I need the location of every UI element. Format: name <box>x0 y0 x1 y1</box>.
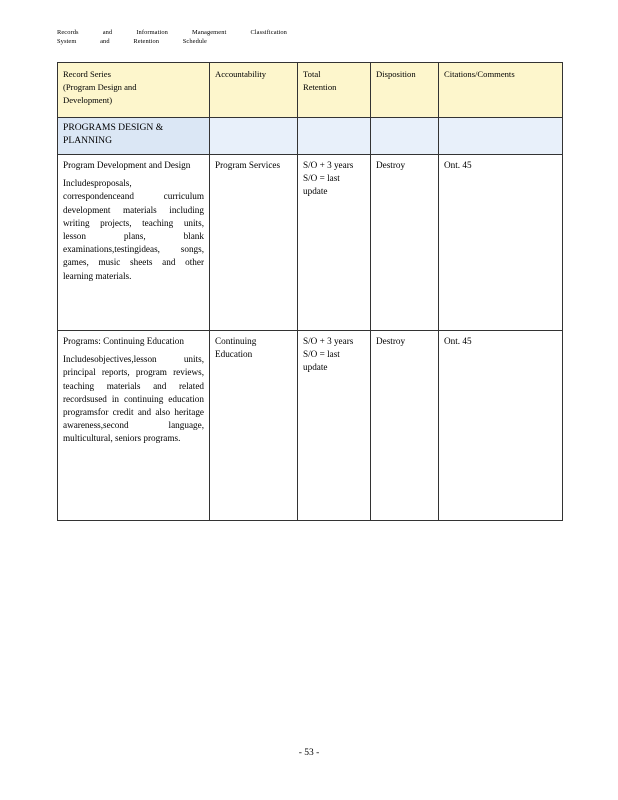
retention-line-2: S/O = last update <box>303 173 340 197</box>
column-header-line: (Program Design and <box>63 82 137 92</box>
section-heading-programs-design-planning <box>58 118 210 155</box>
header-word: Information <box>136 29 168 36</box>
disposition-cell: Destroy <box>371 331 439 521</box>
header-word: Classification <box>250 29 287 36</box>
section-heading-row <box>58 118 563 155</box>
table-row <box>58 155 563 331</box>
column-header-line: Development) <box>63 95 113 105</box>
column-header-citations-comments: Citations/Comments <box>439 63 563 118</box>
record-description: Includesobjectives,lesson units, principal reports, program reviews, teaching materials and related recordsused in continuing education programsfor credit and also heritage awareness,second language, multicultural, seniors programs. <box>63 354 204 444</box>
accountability-value: Program Services <box>215 160 281 170</box>
page-number: - 53 - <box>298 748 320 758</box>
header-word: System <box>57 38 77 45</box>
column-header-disposition: Disposition <box>371 63 439 118</box>
header-word: Records <box>57 29 79 36</box>
accountability-cell <box>210 155 298 331</box>
column-header-total-retention <box>298 63 371 118</box>
column-header-accountability: Accountability <box>210 63 298 118</box>
total-retention-cell <box>298 155 371 331</box>
column-header-line: Record Series <box>63 69 111 79</box>
section-heading-line: PLANNING <box>63 134 113 146</box>
document-header <box>57 28 287 46</box>
record-description: Includesproposals, correspondenceand curriculum development materials including writing projects, teaching units, lesson plans, blank examinations,testingideas, songs, games, music sheets and other learning materials. <box>63 178 204 281</box>
column-header-line: Total <box>303 69 321 79</box>
column-header-record-series <box>58 63 210 118</box>
column-header-line: Retention <box>303 82 337 92</box>
accountability-value: Continuing Education <box>215 336 257 360</box>
header-word: Management <box>192 29 227 36</box>
retention-line-1: S/O + 3 years <box>303 336 354 346</box>
section-cell-accountability <box>210 118 298 155</box>
table-row <box>58 331 563 521</box>
table-header-row <box>58 63 563 118</box>
section-heading-line: PROGRAMS DESIGN & <box>63 122 164 133</box>
disposition-cell: Destroy <box>371 155 439 331</box>
record-title: Program Development and Design <box>63 160 191 170</box>
retention-line-2: S/O = last update <box>303 349 340 373</box>
header-word: Schedule <box>182 38 207 45</box>
section-cell-retention <box>298 118 371 155</box>
citations-cell: Ont. 45 <box>439 155 563 331</box>
section-cell-citations <box>439 118 563 155</box>
record-series-cell <box>58 155 210 331</box>
citations-cell: Ont. 45 <box>439 331 563 521</box>
document-header-line-2 <box>57 37 207 46</box>
accountability-cell <box>210 331 298 521</box>
header-word: and <box>100 38 110 45</box>
header-word: Retention <box>133 38 160 45</box>
record-series-cell <box>58 331 210 521</box>
records-retention-table <box>57 62 563 521</box>
section-cell-disposition <box>371 118 439 155</box>
header-word: and <box>102 29 113 36</box>
total-retention-cell <box>298 331 371 521</box>
retention-line-1: S/O + 3 years <box>303 160 354 170</box>
record-title: Programs: Continuing Education <box>63 336 184 346</box>
document-header-line-1 <box>57 28 287 37</box>
